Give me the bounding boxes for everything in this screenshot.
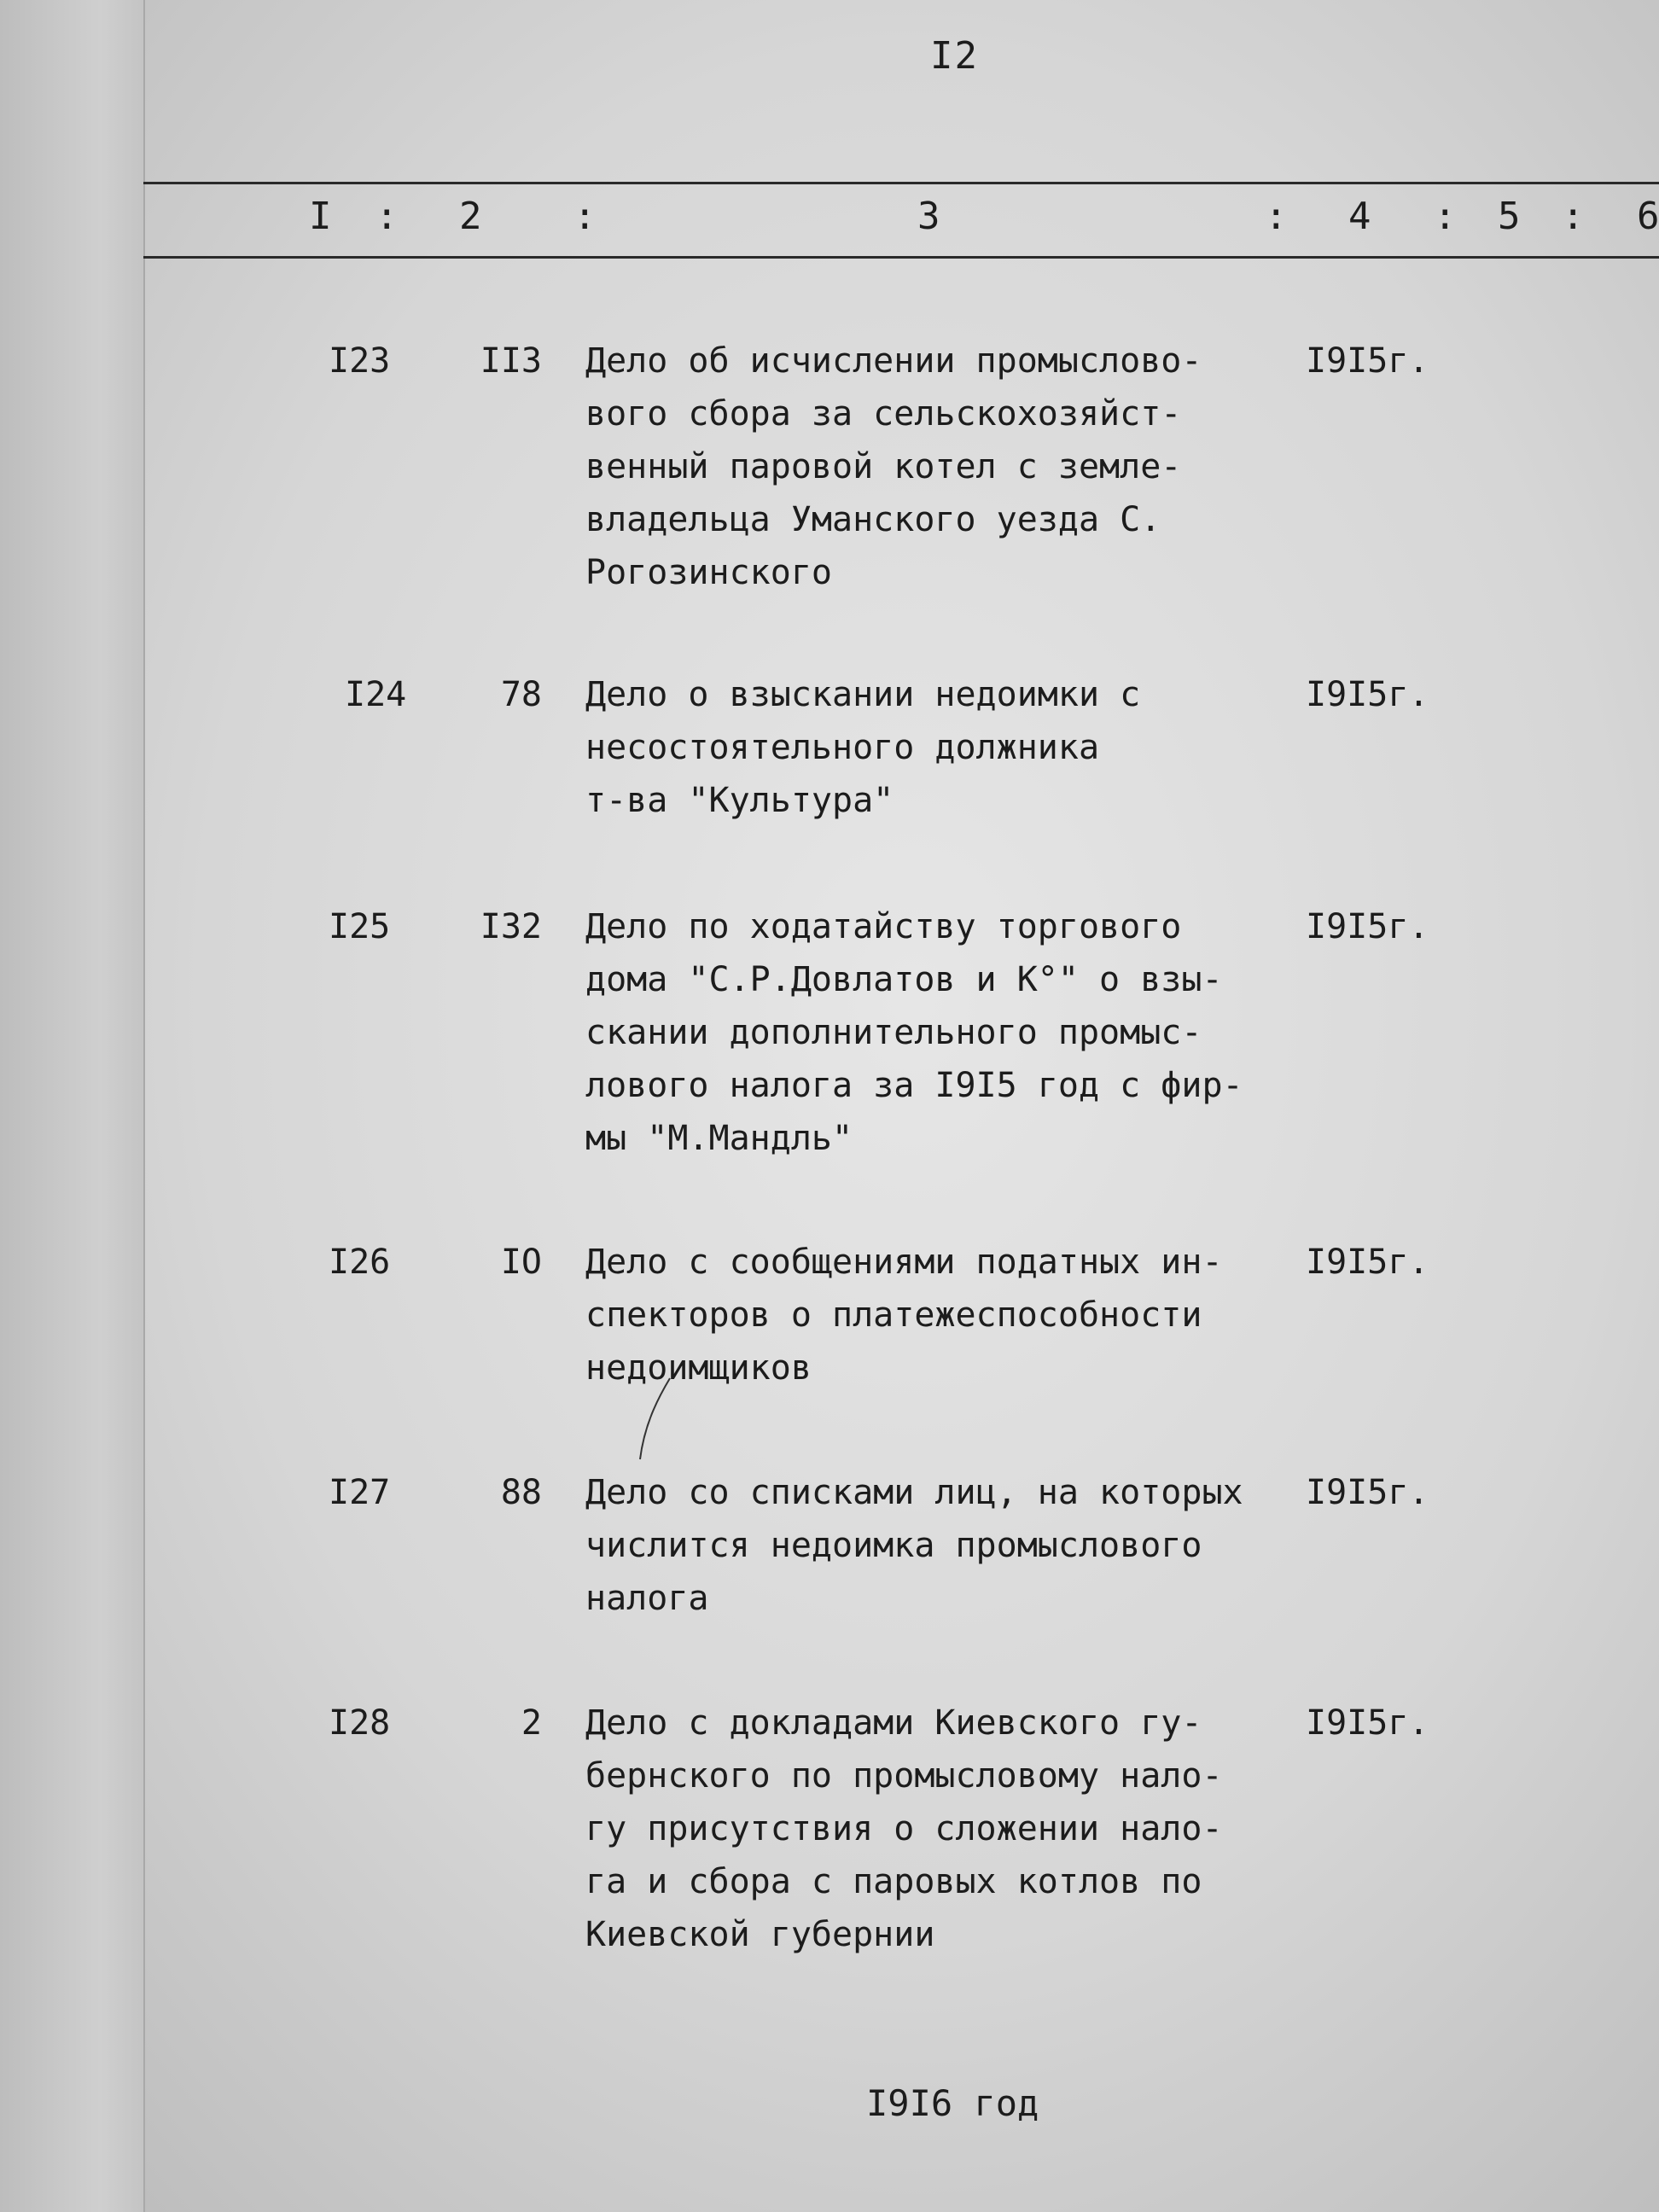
- file-title: Дело со списками лиц, на которых числится недоимка промыслового налога: [585, 1473, 1243, 1618]
- row-number: I25: [329, 907, 391, 946]
- file-number: IO: [500, 1243, 542, 1282]
- header-rule-bottom: [143, 256, 1659, 259]
- file-title: Дело по ходатайству торгового дома "С.Р.Довлатов и К°" о взы- скании дополнительного промыс- лового налога за I9I5 год с фир- мы "М.Мандль": [585, 907, 1243, 1158]
- column-header-1: I: [309, 195, 332, 238]
- column-header-2: 2: [459, 195, 482, 238]
- file-number: 78: [500, 675, 542, 714]
- row-number: I26: [329, 1243, 391, 1282]
- binding-strip: [0, 0, 145, 2212]
- file-number: 88: [500, 1473, 542, 1512]
- row-number: I24: [345, 675, 407, 714]
- row-number: I23: [329, 341, 391, 381]
- file-year: I9I5г.: [1306, 1473, 1429, 1512]
- file-title: Дело о взыскании недоимки с несостоятельного должника т-ва "Культура": [585, 675, 1141, 820]
- file-number: I32: [480, 907, 542, 946]
- row-number: I27: [329, 1473, 391, 1512]
- column-separator: :: [573, 195, 597, 238]
- file-year: I9I5г.: [1306, 1243, 1429, 1282]
- row-number: I28: [329, 1703, 391, 1743]
- column-separator: :: [1265, 195, 1288, 238]
- column-header-6: 6: [1637, 195, 1659, 238]
- file-year: I9I5г.: [1306, 1703, 1429, 1743]
- file-title: Дело об исчислении промыслово- вого сбора за сельскохозяйст- венный паровой котел с земле- владельца Уманского уезда С. Рогозинского: [585, 341, 1202, 592]
- file-number: II3: [480, 341, 542, 381]
- file-title: Дело с сообщениями податных ин- спекторов о платежеспособности недоимщиков: [585, 1243, 1223, 1388]
- column-header-4: 4: [1348, 195, 1371, 238]
- file-year: I9I5г.: [1306, 341, 1429, 381]
- column-separator: :: [1562, 195, 1585, 238]
- header-rule-top: [143, 182, 1659, 184]
- file-title: Дело с докладами Киевского гу- бернского по промысловому нало- гу присутствия о сложении нало- га и сбора с паровых котлов по Киевской губернии: [585, 1703, 1223, 1954]
- section-year-heading: I9I6 год: [866, 2082, 1039, 2124]
- column-separator: :: [375, 195, 399, 238]
- file-year: I9I5г.: [1306, 907, 1429, 946]
- page-number: I2: [930, 34, 979, 78]
- pen-stroke-mark: [632, 1374, 683, 1468]
- column-header-3: 3: [917, 195, 940, 238]
- file-year: I9I5г.: [1306, 675, 1429, 714]
- column-header-5: 5: [1498, 195, 1521, 238]
- column-separator: :: [1434, 195, 1457, 238]
- file-number: 2: [521, 1703, 542, 1743]
